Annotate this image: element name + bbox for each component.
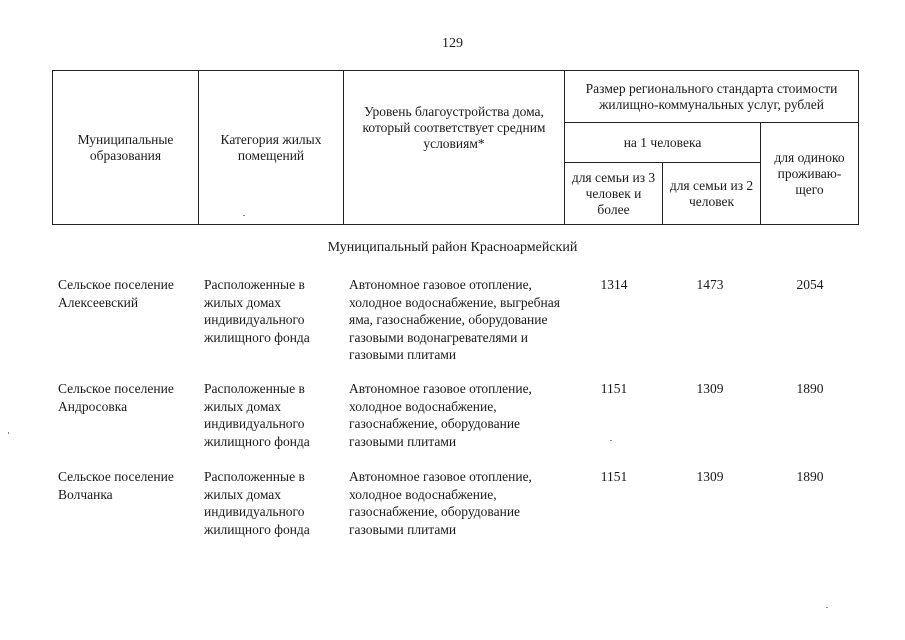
section-title: Муниципальный район Красноармейский — [327, 240, 578, 255]
housing-category: Расположенные в жилых домах индивидуального жилищного фонда — [204, 469, 310, 537]
amenities-level: Автономное газовое отопление, холодное водоснабжение, выгребная яма, газоснабжение, оборудование газовыми водонагревателями и газовыми плитами — [349, 277, 560, 362]
value-single: 1890 — [796, 469, 824, 484]
scan-speck — [243, 215, 245, 216]
header-standard: Размер регионального стандарта стоимости жилищно-коммунальных услуг, рублей — [565, 71, 859, 123]
scan-speck — [610, 440, 612, 441]
header-category: Категория жилых помещений — [199, 71, 344, 225]
scan-speck — [8, 432, 9, 434]
table-header — [52, 70, 859, 225]
value-family3: 1314 — [600, 277, 628, 292]
municipality-name: Сельское поселение Алексеевский — [58, 277, 174, 310]
value-single: 1890 — [796, 381, 824, 396]
header-family2: для семьи из 2 человек — [663, 163, 761, 225]
value-family2: 1309 — [696, 469, 724, 484]
value-single: 2054 — [796, 277, 824, 292]
header-family3: для семьи из 3 человек и более — [565, 163, 663, 225]
value-family3: 1151 — [600, 469, 628, 484]
header-municipality: Муниципальные образования — [53, 71, 199, 225]
value-family3: 1151 — [600, 381, 628, 396]
header-per-person: на 1 человека — [565, 123, 761, 163]
scan-speck — [826, 607, 828, 608]
header-amenities: Уровень благоустройства дома, который соответствует средним условиям* — [344, 71, 565, 225]
page-number: 129 — [442, 36, 463, 51]
header-single: для одиноко проживаю-щего — [761, 123, 859, 225]
amenities-level: Автономное газовое отопление, холодное водоснабжение, газоснабжение, оборудование газовыми плитами — [349, 381, 532, 449]
housing-category: Расположенные в жилых домах индивидуального жилищного фонда — [204, 277, 310, 345]
municipality-name: Сельское поселение Волчанка — [58, 469, 174, 502]
value-family2: 1309 — [696, 381, 724, 396]
value-family2: 1473 — [696, 277, 724, 292]
housing-category: Расположенные в жилых домах индивидуального жилищного фонда — [204, 381, 310, 449]
amenities-level: Автономное газовое отопление, холодное водоснабжение, газоснабжение, оборудование газовыми плитами — [349, 469, 532, 537]
municipality-name: Сельское поселение Андросовка — [58, 381, 174, 414]
